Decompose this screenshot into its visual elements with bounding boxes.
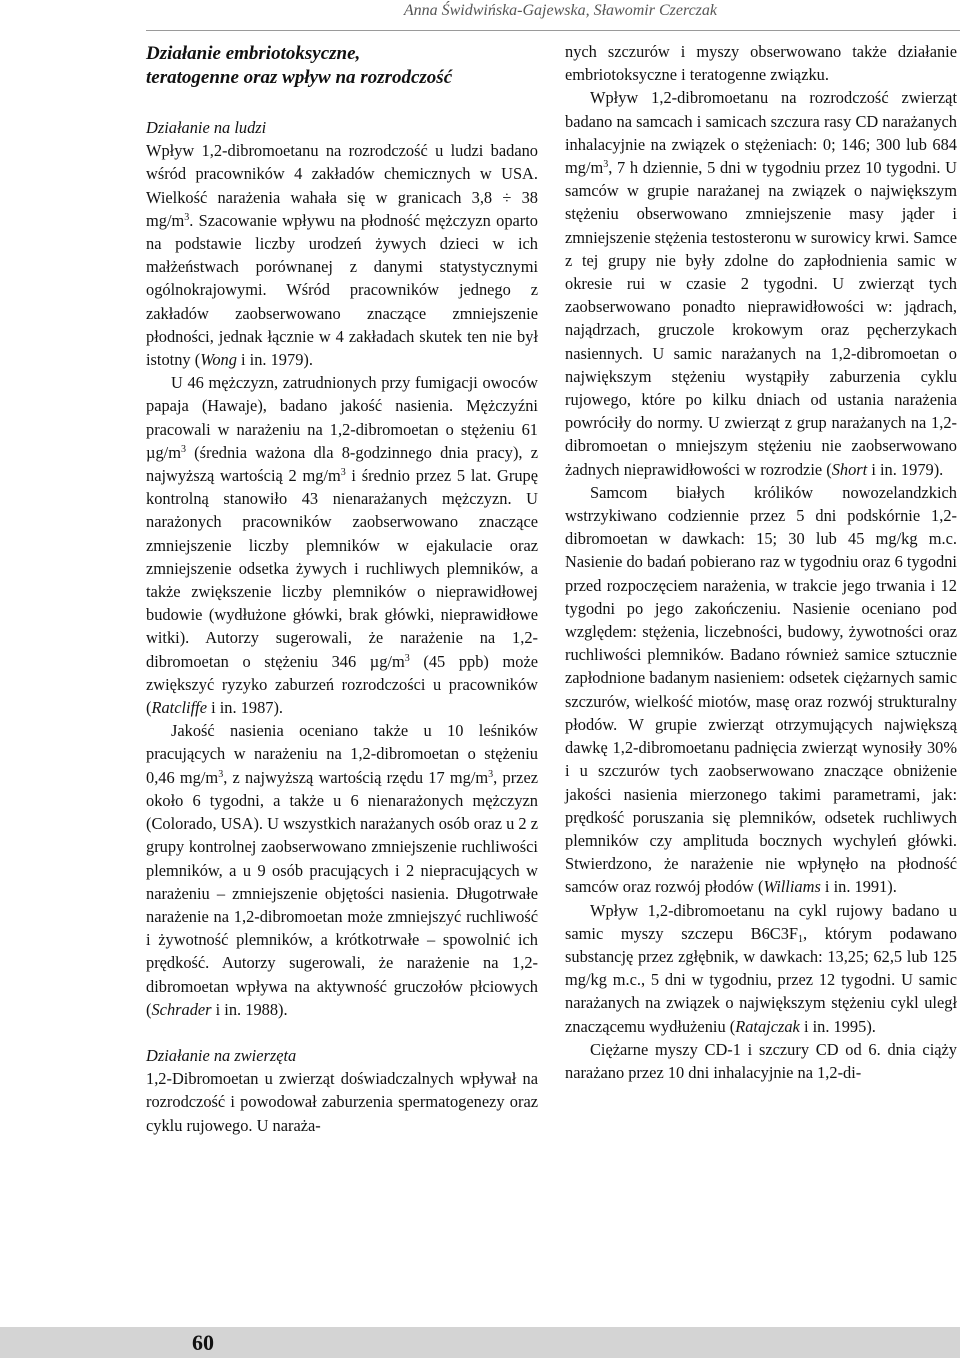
- text-run: Wpływ 1,2-dibromoetanu na rozrodczość zwierząt badano na samcach i samicach szczura rasy CD narażanych inhalacyjnie na związek o stężeniach: 0; 146; 300 lub 684 mg/m: [565, 88, 957, 178]
- paragraph-animals-continued: nych szczurów i myszy obserwowano także działanie embriotoksyczne i teratogenne związku.: [565, 42, 957, 85]
- paragraph-animals-5: Ciężarne myszy CD-1 i szczury CD od 6. dnia ciąży narażano przez 10 dni inhalacyjnie na 1,2-di-: [565, 1039, 957, 1082]
- text-run: U 46 mężczyzn, zatrudnionych przy fumigacji owoców papaja (Hawaje), badano jakość nasienia. Mężczyźni pracowali w narażeniu na 1,2-dibromoetan o stężeniu 61 µg/m: [146, 373, 538, 462]
- paragraph-humans-1: [146, 139, 538, 371]
- header-rule: [146, 30, 960, 31]
- text-run: (45 ppb) może zwiększyć ryzyko zaburzeń rozrodczości u pracowników (: [146, 651, 538, 718]
- right-column: [565, 40, 957, 1084]
- section-title-line2: teratogenne oraz wpływ na rozrodczość: [146, 66, 453, 88]
- citation-author: Schrader: [151, 999, 212, 1019]
- superscript: 3: [218, 768, 224, 780]
- text-run: (średnia ważona dla 8-godzinnego dnia pracy), z najwyższą wartością 2 mg/m: [146, 442, 538, 486]
- text-run: Wpływ 1,2-dibromoetanu na rozrodczość u ludzi badano wśród pracowników 4 zakładów chemicznych w USA. Wielkość narażenia wahała się w granicach 3,8 ÷ 38 mg/m: [146, 141, 538, 230]
- superscript: 3: [340, 467, 346, 479]
- paragraph-animals-1: 1,2-Dibromoetan u zwierząt doświadczalnych wpływał na rozrodczość i powodował zaburzenia spermatogenezy oraz cyklu rujowego. U naraża-: [146, 1069, 538, 1135]
- text-run: Jakość nasienia oceniano także u 10 leśników pracujących w narażeniu na 1,2-dibromoetan o stężeniu 0,46 mg/m: [146, 721, 538, 787]
- page-number: 60: [192, 1330, 214, 1355]
- superscript: 3: [404, 652, 410, 664]
- text-run: , 7 h dziennie, 5 dni w tygodniu przez 10 tygodni. U samców w grupie narażanej na związek o największym stężeniu obserwowano zmniejszenie masy jąder i zmniejszenie stężenia testosteronu w surowicy krwi. Samce z tej grupy nie były zdolne do zapłodnienia samic w okresie rui w czasie 2 tygodni. U zwierząt tych zaobserwowano ponadto nieprawidłowości w: jądrach, najądrzach, gruczole krokowym oraz pęcherzykach nasiennych. U samic narażanych na 1,2-dibromoetan o największym stężeniu wystąpiły zaburzenia cyklu rujowego, które po kilku dniach od ustania narażenia powróciły do normy. U zwierząt z grup narażanych na 1,2-dibromoetan o mniejszym stężeniu nie zaobserwowano żadnych nieprawidłowości w rozrodzie (: [565, 158, 957, 479]
- left-column: [146, 40, 538, 1137]
- paragraph-animals-3: [565, 481, 957, 899]
- subsection-title-animals: Działanie na zwierzęta: [146, 1045, 297, 1065]
- text-run: i in. 1979).: [236, 350, 313, 370]
- superscript: 3: [603, 159, 609, 171]
- footer-band: [0, 1327, 960, 1358]
- text-run: i in. 1988).: [211, 999, 288, 1019]
- text-run: Wpływ 1,2-dibromoetanu na cykl rujowy badano u samic myszy szczepu B6C3F: [565, 900, 957, 943]
- section-title-line1: Działanie embriotoksyczne,: [146, 43, 361, 64]
- citation-author: Ratcliffe: [151, 698, 207, 718]
- text-run: , przez około 6 tygodni, a także u 6 nienarażonych mężczyzn (Colorado, USA). U wszystkich narażanych osób oraz u 2 z grupy kontrolnej zaobserwowano zmniejszenie ruchliwości plemników, a u 9 osób pracujących i 2 niepracujących w narażeniu – zmniejszenie objętości nasienia. Długotrwałe narażenie na 1,2-dibromoetan może zmniejszyć ruchliwość i żywotność plemników, a krótkotrwałe – spowolnić ich prędkość. Autorzy sugerowali, że narażenie na 1,2-dibromoetan wpływa na aktywność gruczołów płciowych (: [146, 767, 538, 1019]
- superscript: 3: [180, 443, 186, 455]
- section-title: [146, 42, 538, 89]
- citation-author: Williams: [763, 877, 821, 897]
- text-run: i in. 1995).: [799, 1016, 876, 1036]
- text-run: i in. 1987).: [207, 698, 284, 718]
- superscript: 3: [488, 768, 494, 780]
- paragraph-animals-2: [565, 86, 957, 480]
- superscript: 3: [184, 211, 190, 223]
- text-run: i średnio przez 5 lat. Grupę kontrolną stanowiło 43 nienarażanych mężczyzn. U narażonych pracowników zaobserwowano znaczące zmniejszenie liczby plemników w ejakulacie oraz zmniejszenie odsetka żywych i ruchliwych plemników, a także zwiększenie liczby plemników o nieprawidłowej budowie (wydłużone główki, brak główki, nieprawidłowe witki). Autorzy sugerowali, że narażenie na 1,2-dibromoetan o stężeniu 346 µg/m: [146, 466, 539, 671]
- text-run: . Szacowanie wpływu na płodność mężczyzn oparto na podstawie liczby urodzeń żywych dzieci w ich małżeństwach porównanej z danymi statystycznymi ogólnokrajowymi. Wśród pracowników jednego z zakładów zaobserwowano znaczące zmniejszenie płodności, jednak łącznie w 4 zakładach skutek ten nie był istotny (: [146, 210, 538, 370]
- citation-author: Ratajczak: [735, 1016, 800, 1036]
- paragraph-humans-3: [146, 719, 538, 1021]
- text-run: i in. 1979).: [867, 459, 944, 479]
- subscript: 1: [798, 933, 804, 945]
- text-run: , z najwyższą wartością rzędu 17 mg/m: [223, 767, 489, 787]
- text-run: i in. 1991).: [820, 877, 897, 897]
- paragraph-animals-4: [565, 899, 957, 1038]
- text-run: Samcom białych królików nowozelandzkich wstrzykiwano codziennie przez 5 dni podskórnie 1,2-dibromoetan w dawkach: 15; 30 lub 45 mg/kg m.c. Nasienie do badań pobierano raz w tygodniu oraz 6 tygodni przed rozpoczęciem narażenia, w trakcie jego trwania i 12 tygodni po jego zakończeniu. Nasienie oceniano pod względem: stężenia, liczebności, budowy, żywotności oraz ruchliwości plemników. Badano również samice sztucznie zapłodnione badanym nasieniem: odsetek ciężarnych samic szczurów, wielkość miotów, masę oraz rozwój strukturalny płodów. W grupie zwierząt otrzymujących największą dawkę 1,2-dibromoetanu padnięcia zwierząt wynosiły 30% i u szczurów tych zaobserwowano znaczące obniżenie jakości nasienia mierzonego takimi parametrami, jak: prędkość poruszania się plemników, odsetek ruchliwych plemników czy amplituda bocznych wychyleń główki. Stwierdzono, że narażenie nie wpłynęło na płodność samców oraz rozwój płodów (: [565, 482, 957, 897]
- citation-author: Wong: [200, 350, 237, 370]
- text-run: , którym podawano substancję przez zgłębnik, w dawkach: 13,25; 62,5 lub 125 mg/kg m.c., 5 dni w tygodniu, przez 12 tygodni. U samic narażanych na związek o największym stężeniu cykl uległ znaczącemu wydłużeniu (: [565, 923, 957, 1036]
- citation-author: Short: [831, 459, 868, 479]
- running-header-authors: Anna Świdwińska-Gajewska, Sławomir Czerczak: [403, 2, 717, 19]
- subsection-title-humans: Działanie na ludzi: [146, 118, 267, 137]
- paragraph-humans-2: [146, 371, 538, 719]
